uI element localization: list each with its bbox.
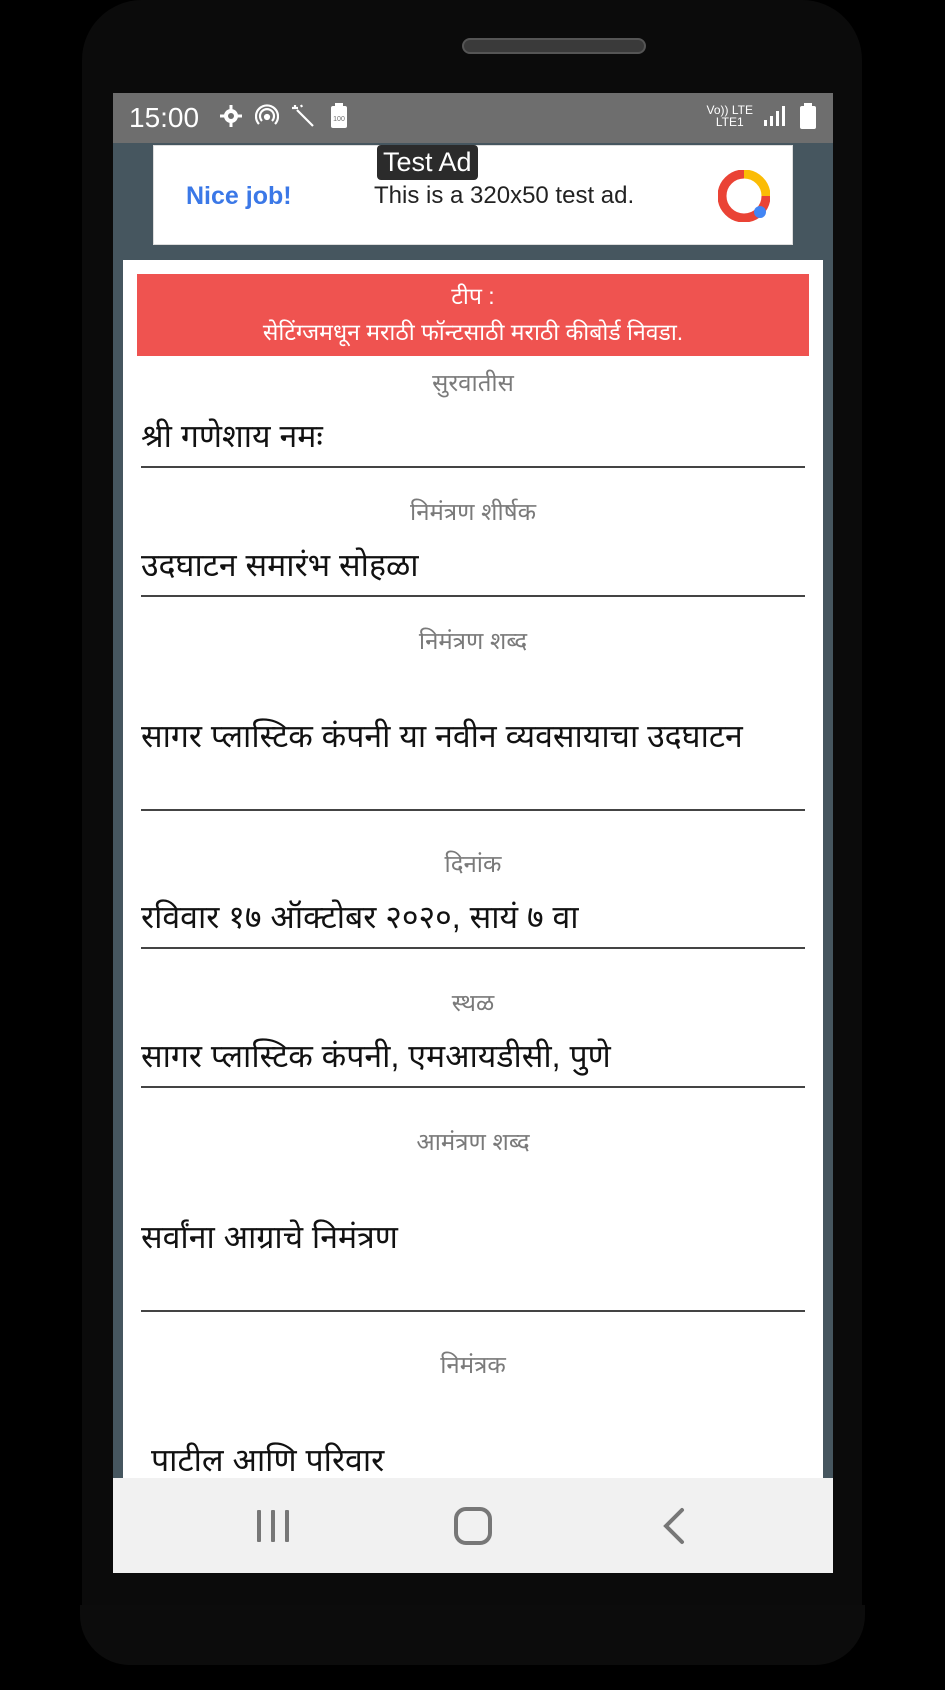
navigation-bar [113,1478,833,1573]
tip-banner [137,274,809,356]
invite-label: आमंत्रण शब्द [416,1129,530,1156]
start-label: सुरवातीस [432,370,514,397]
date-value: रविवार १७ ऑक्टोबर २०२०, सायं ७ वा [141,899,579,935]
recent-apps-icon[interactable] [243,1506,303,1546]
form-card [123,260,823,1485]
status-icons-right [707,103,821,129]
place-label: स्थळ [451,990,495,1017]
ad-label: Test Ad [377,145,478,180]
host-value: पाटील आणि परिवार [151,1442,385,1478]
ad-logo-icon [718,170,770,222]
place-field[interactable] [141,1030,805,1088]
network-top: Vo)) LTE [706,103,753,117]
title-field[interactable] [141,539,805,597]
back-icon[interactable] [643,1506,703,1546]
ad-headline: Nice job! [186,182,292,210]
start-field[interactable] [141,410,805,468]
host-field[interactable] [141,1392,805,1485]
magic-wand-icon [290,103,316,129]
settings-icon [218,103,244,129]
signal-icon [761,103,787,129]
invite-value: सर्वांना आग्राचे निमंत्रण [141,1219,398,1255]
wifi-tethering-icon [254,103,280,129]
words-label: निमंत्रण शब्द [418,628,528,655]
words-field[interactable] [141,668,805,811]
start-value: श्री गणेशाय नमः [141,418,323,454]
network-bottom: LTE1 [715,115,744,129]
words-value: सागर प्लास्टिक कंपनी या नवीन व्यवसायाचा उदघाटन [141,718,743,754]
network-indicator [707,104,753,128]
invite-field[interactable] [141,1169,805,1312]
tip-title: टीप : [451,283,495,309]
status-time: 15:00 [129,102,200,133]
status-icons-left [218,103,352,129]
title-label: निमंत्रण शीर्षक [410,499,536,526]
host-label: निमंत्रक [440,1352,506,1379]
title-value: उदघाटन समारंभ सोहळा [141,547,419,583]
place-value: सागर प्लास्टिक कंपनी, एमआयडीसी, पुणे [141,1038,611,1074]
battery-saver-icon [326,103,352,129]
date-field[interactable] [141,891,805,949]
screen [113,93,833,1573]
status-bar [113,93,833,143]
home-icon[interactable] [443,1506,503,1546]
date-label: दिनांक [444,851,502,878]
ad-body: This is a 320x50 test ad. [374,182,635,209]
svg-text:100: 100 [333,116,345,123]
phone-speaker [462,38,646,54]
tip-message: सेटिंग्जमधून मराठी फॉन्टसाठी मराठी कीबोर्ड निवडा. [262,319,684,345]
phone-frame-bottom [80,1605,865,1665]
battery-icon [795,103,821,129]
